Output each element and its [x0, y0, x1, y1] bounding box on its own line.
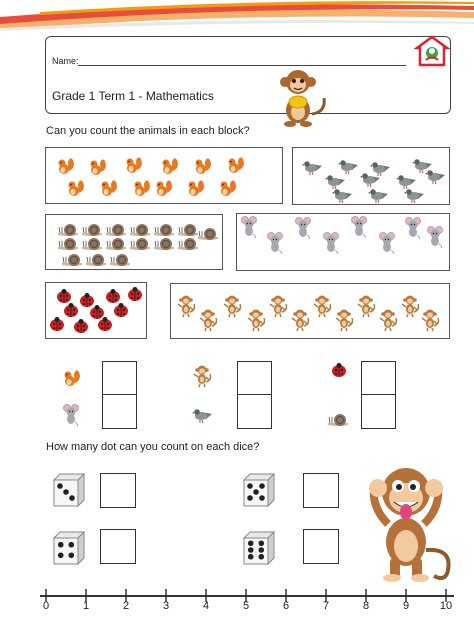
monkey-icon [312, 294, 332, 323]
monkey-icon [222, 294, 242, 323]
number-line-label: 5 [242, 600, 250, 612]
key-monkey-icon [192, 364, 212, 393]
monkey-icon [334, 308, 354, 337]
key-ladybug-icon [330, 362, 348, 383]
monkey-icon [268, 294, 288, 323]
snail-icon [196, 226, 220, 247]
answer-box-pigeons[interactable] [237, 394, 272, 429]
mouse-icon [294, 217, 312, 244]
number-line-label: 2 [122, 600, 130, 612]
key-squirrel-icon [62, 368, 82, 393]
squirrel-icon [226, 155, 246, 180]
mouse-icon [426, 226, 444, 253]
squirrel-icon [66, 178, 86, 203]
page-title: Grade 1 Term 1 - Mathematics [52, 89, 214, 103]
monkey-icon [400, 294, 420, 323]
number-line-label: 9 [402, 600, 410, 612]
mouse-icon [378, 232, 396, 259]
number-line-label: 8 [362, 600, 370, 612]
answer-box-dice-3[interactable] [100, 529, 136, 564]
monkey-illustration [268, 64, 330, 130]
answer-box-dice-1[interactable] [100, 473, 136, 508]
pigeon-icon [368, 184, 390, 209]
answer-box-snails[interactable] [361, 394, 396, 429]
top-swoosh [0, 0, 474, 34]
snail-icon [108, 252, 132, 273]
squirrel-icon [124, 155, 144, 180]
number-line-label: 0 [42, 600, 50, 612]
dice-icon [46, 470, 86, 517]
squirrel-icon [99, 178, 119, 203]
snail-icon [84, 252, 108, 273]
ladybug-icon [112, 302, 130, 323]
number-line-label: 6 [282, 600, 290, 612]
key-pigeon-icon [192, 404, 214, 429]
pigeon-icon [332, 184, 354, 209]
question-count-animals: Can you count the animals in each block? [46, 125, 250, 137]
key-mouse-icon [62, 404, 80, 431]
number-line-label: 10 [439, 600, 453, 612]
school-logo-icon [414, 34, 450, 70]
dice-icon [236, 470, 276, 517]
squirrel-icon [154, 178, 174, 203]
squirrel-icon [186, 178, 206, 203]
number-line-label: 3 [162, 600, 170, 612]
question-count-dots: How many dot can you count on each dice? [46, 441, 260, 453]
mouse-icon [404, 217, 422, 244]
mouse-icon [350, 216, 368, 243]
snail-icon [60, 252, 84, 273]
answer-box-ladybugs[interactable] [361, 361, 396, 395]
monkey-icon [378, 308, 398, 337]
big-monkey-illustration [360, 458, 456, 584]
monkey-icon [290, 308, 310, 337]
ladybug-icon [48, 316, 66, 337]
name-line [78, 65, 406, 66]
ladybug-icon [96, 316, 114, 337]
mouse-icon [240, 216, 258, 243]
squirrel-icon [132, 178, 152, 203]
answer-box-dice-2[interactable] [303, 473, 339, 508]
dice-icon [236, 528, 276, 575]
answer-box-monkeys[interactable] [237, 361, 272, 395]
mouse-icon [322, 232, 340, 259]
monkey-icon [198, 308, 218, 337]
key-snail-icon [326, 412, 350, 433]
name-label: Name: [52, 56, 79, 66]
monkey-icon [246, 308, 266, 337]
snail-icon [152, 236, 176, 257]
pigeon-icon [404, 184, 426, 209]
monkey-icon [356, 294, 376, 323]
monkey-icon [420, 308, 440, 337]
ladybug-icon [72, 318, 90, 339]
number-line-label: 4 [202, 600, 210, 612]
pigeon-icon [302, 156, 324, 181]
number-line-label: 1 [82, 600, 90, 612]
answer-box-dice-4[interactable] [303, 529, 339, 564]
mouse-icon [266, 232, 284, 259]
monkey-icon [176, 294, 196, 323]
number-line-label: 7 [322, 600, 330, 612]
pigeon-icon [425, 165, 447, 190]
answer-box-mice[interactable] [102, 394, 137, 429]
answer-box-squirrels[interactable] [102, 361, 137, 395]
squirrel-icon [218, 178, 238, 203]
dice-icon [46, 528, 86, 575]
